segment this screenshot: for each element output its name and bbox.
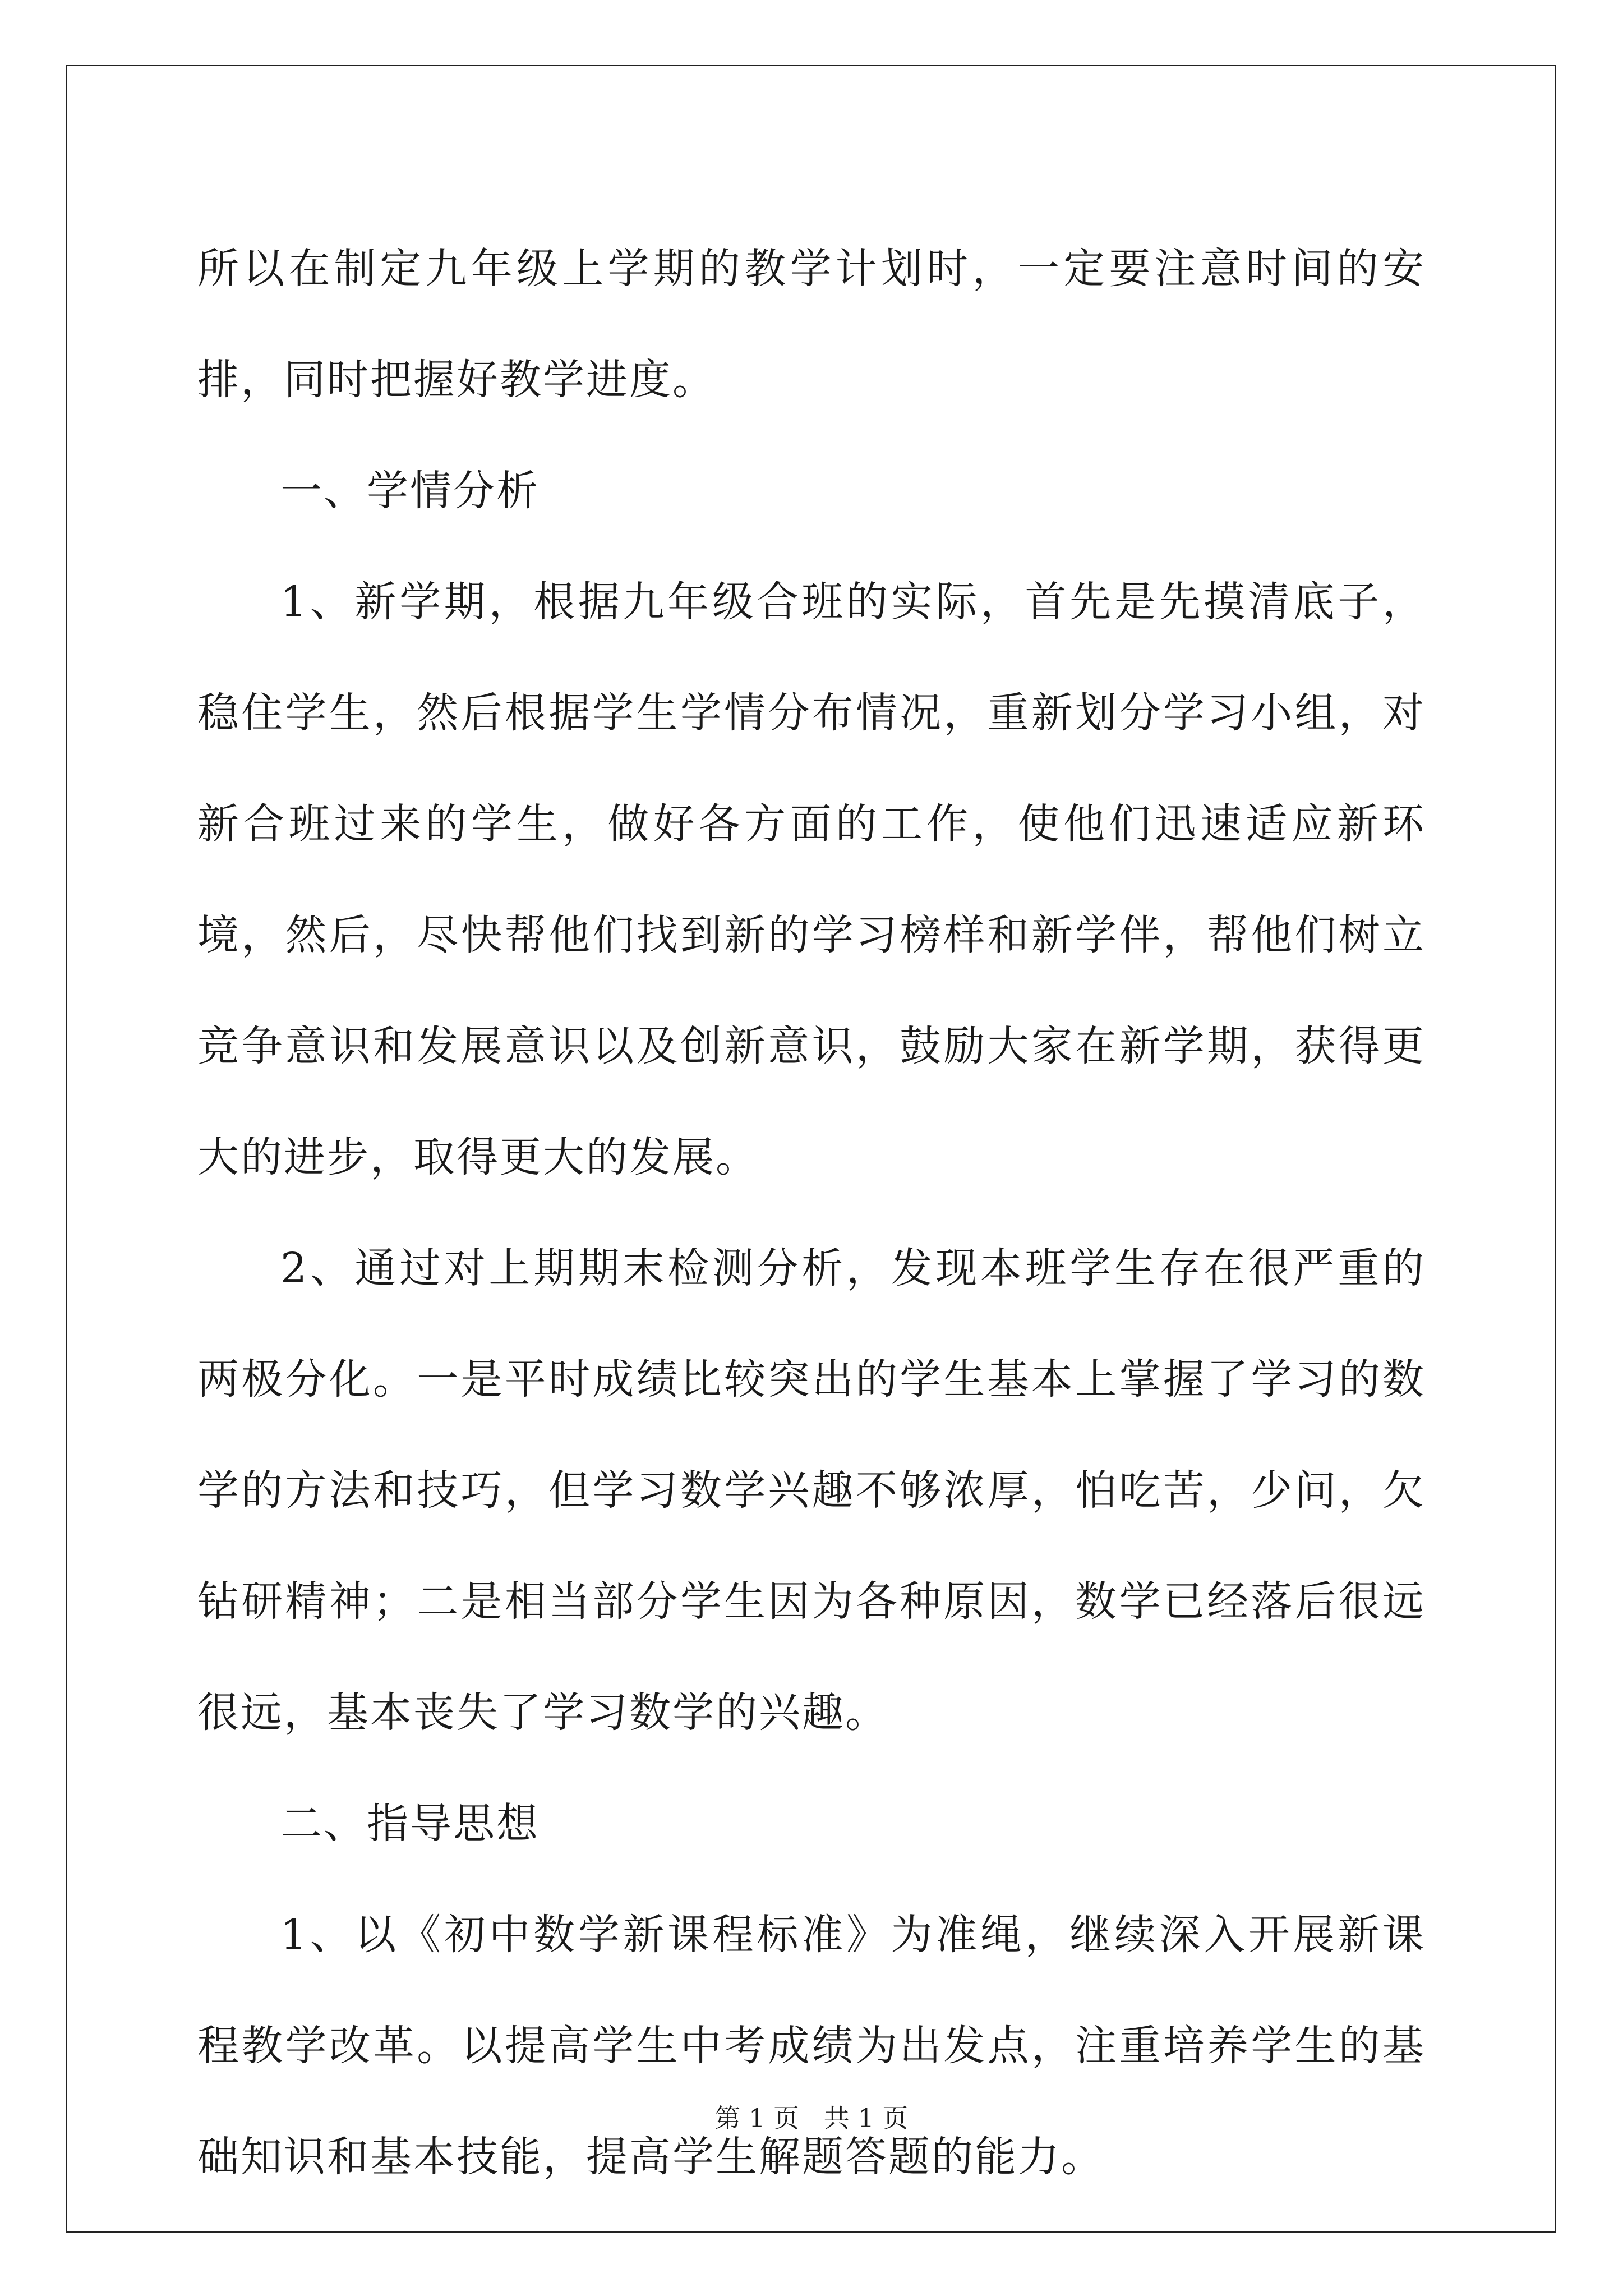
paragraph-intro-continuation: 所以在制定九年级上学期的教学计划时，一定要注意时间的安排，同时把握好教学进度。 — [197, 245, 1426, 404]
document-body — [197, 213, 1426, 2212]
heading-situation-analysis: 一、学情分析 — [280, 467, 540, 515]
paragraph-situation-1: 1、新学期，根据九年级合班的实际，首先是先摸清底子，稳住学生，然后根据学生学情分布情况，重新划分学习小组，对新合班过来的学生，做好各方面的工作，使他们迅速适应新环境，然后，尽快帮他们找到新的学习榜样和新学伴，帮他们树立竞争意识和发展意识以及创新意识，鼓励大家在新学期，获得更大的进步，取得更大的发展。 — [197, 578, 1426, 1181]
heading-guiding-thought: 二、指导思想 — [280, 1800, 540, 1848]
paragraph-situation-2: 2、通过对上期期末检测分析，发现本班学生存在很严重的两极分化。一是平时成绩比较突出的学生基本上掌握了学习的数学的方法和技巧，但学习数学兴趣不够浓厚，怕吃苦，少问，欠钻研精神；二是相当部分学生因为各种原因，数学已经落后很远很远，基本丧失了学习数学的兴趣。 — [197, 1244, 1426, 1737]
paragraph-guiding-1: 1、以《初中数学新课程标准》为准绳，继续深入开展新课程教学改革。以提高学生中考成绩为出发点，注重培养学生的基础知识和基本技能，提高学生解题答题的能力。 — [197, 1911, 1426, 2181]
page-number-footer: 第 1 页 共 1 页 — [714, 2103, 909, 2133]
